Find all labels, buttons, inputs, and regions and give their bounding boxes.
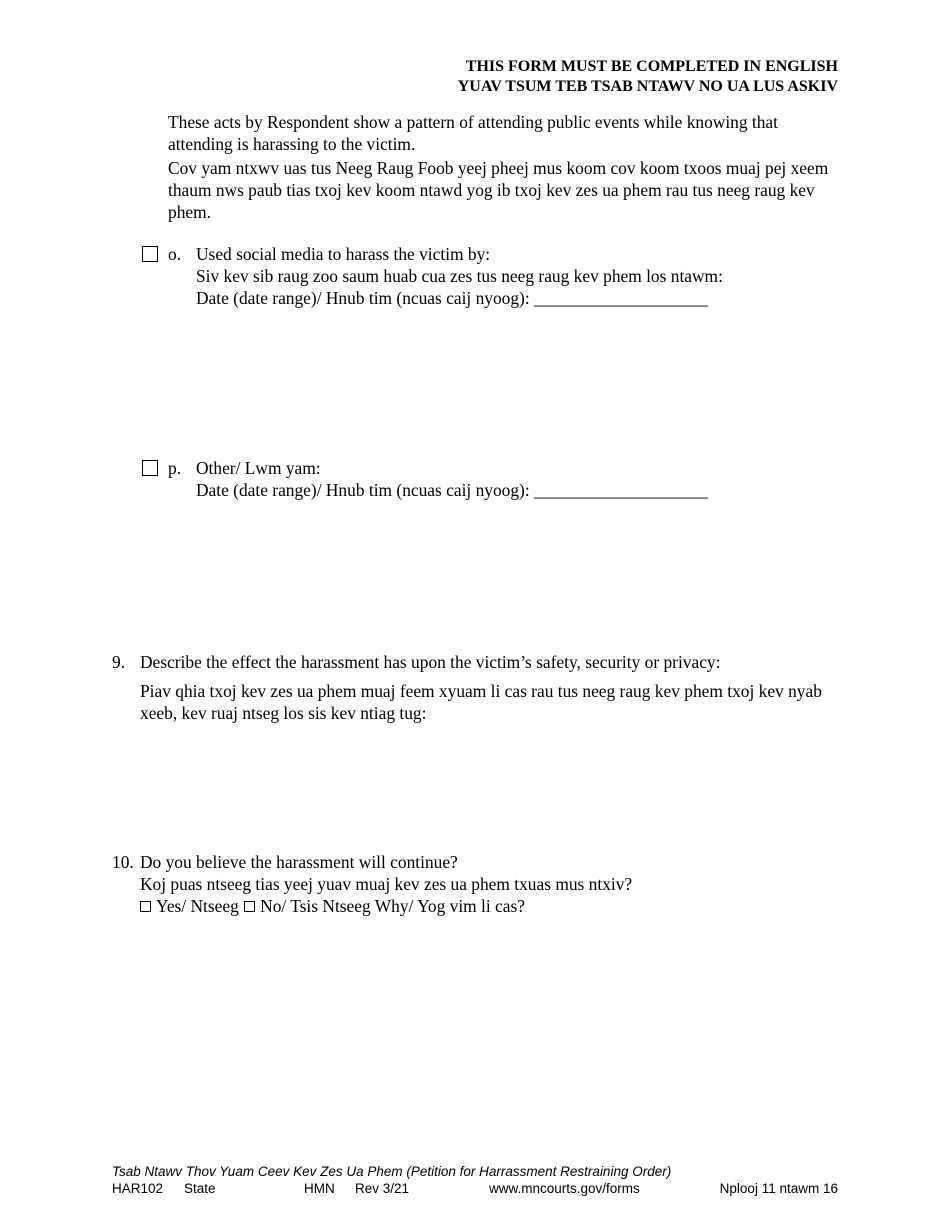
q10-options xyxy=(140,895,840,917)
form-header xyxy=(458,57,838,97)
header-hmong: YUAV TSUM TEB TSAB NTAWV NO UA LUS ASKIV xyxy=(457,78,838,95)
q10-no-label: No/ Tsis Ntseeg xyxy=(260,896,371,916)
item-o-date-field[interactable]: Date (date range)/ Hnub tim (ncuas caij nyoog): ____________________ xyxy=(196,288,708,308)
q9-english: Describe the effect the harassment has upon the victim’s safety, security or privacy: xyxy=(140,652,721,672)
item-p-english: Other/ Lwm yam: xyxy=(196,458,321,478)
footer-jurisdiction: State xyxy=(184,1181,216,1196)
item-p-checkbox[interactable] xyxy=(142,460,158,476)
q10-text xyxy=(140,851,840,917)
item-o-letter: o. xyxy=(168,244,182,264)
item-o-english: Used social media to harass the victim by: xyxy=(196,244,491,264)
footer-form-id: HAR102 xyxy=(112,1181,164,1196)
footer-page-number: Nplooj 11 ntawm 16 xyxy=(719,1181,838,1196)
intro-hmong: Cov yam ntxwv uas tus Neeg Raug Foob yeej pheej mus koom cov koom txoos muaj pej xeem thaum nws paub tias txoj kev koom ntawd yog ib txoj kev zes ua phem rau tus neeg raug kev phem. xyxy=(168,158,829,222)
footer-title: Tsab Ntawv Thov Yuam Ceev Kev Zes Ua Phem (Petition for Harrassment Restraining Order) xyxy=(112,1164,672,1179)
item-o-checkbox[interactable] xyxy=(142,246,158,262)
footer-url[interactable]: www.mncourts.gov/forms xyxy=(489,1181,640,1196)
footer-meta xyxy=(112,1180,838,1197)
q9-hmong: Piav qhia txoj kev zes ua phem muaj feem xyuam li cas rau tus neeg raug kev phem txoj kev nyab xeeb, kev ruaj ntseg los sis kev ntiag tug: xyxy=(140,681,822,723)
header-english: THIS FORM MUST BE COMPLETED IN ENGLISH xyxy=(465,58,838,75)
item-o-hmong: Siv kev sib raug zoo saum huab cua zes tus neeg raug kev phem los ntawm: xyxy=(196,266,723,286)
q10-yes-label: Yes/ Ntseeg xyxy=(156,896,239,916)
item-p-date-field[interactable]: Date (date range)/ Hnub tim (ncuas caij nyoog): ____________________ xyxy=(196,480,708,500)
q10-number: 10. xyxy=(112,852,134,872)
q10-hmong: Koj puas ntseeg tias yeej yuav muaj kev zes ua phem txuas mus ntxiv? xyxy=(140,874,633,894)
q10-no-checkbox[interactable] xyxy=(244,901,255,912)
q10-english: Do you believe the harassment will continue? xyxy=(140,852,458,872)
q10-yes-checkbox[interactable] xyxy=(140,901,151,912)
footer-language: HMN xyxy=(304,1181,335,1196)
intro-english: These acts by Respondent show a pattern of attending public events while knowing that attending is harassing to the victim. xyxy=(168,112,778,154)
q10-why-label: Why/ Yog vim li cas? xyxy=(374,896,525,916)
q9-number: 9. xyxy=(112,652,126,672)
footer-revision: Rev 3/21 xyxy=(355,1181,410,1196)
item-p-letter: p. xyxy=(168,458,182,478)
page-footer xyxy=(112,1163,838,1197)
item-p-text xyxy=(196,457,708,501)
item-o-text xyxy=(196,243,723,309)
